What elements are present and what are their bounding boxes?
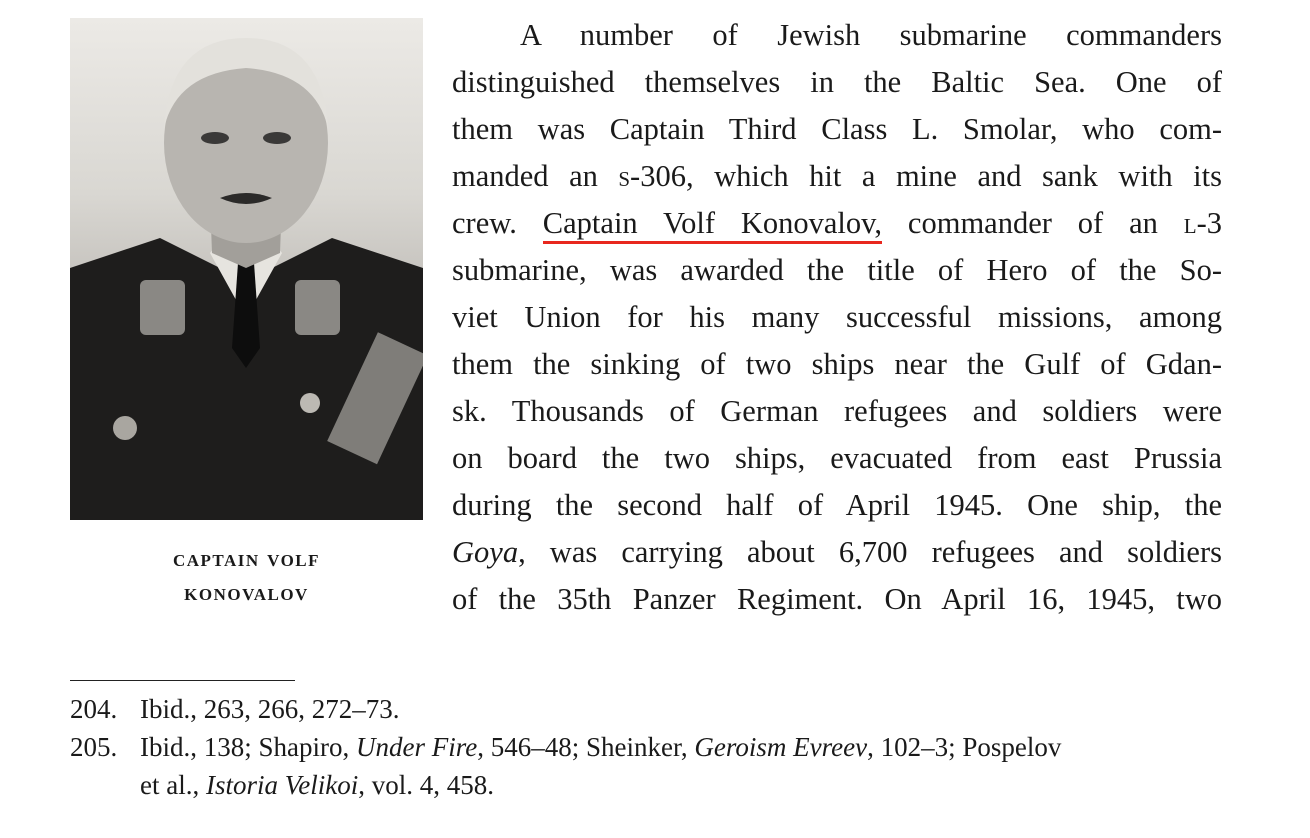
text-segment: , 102–3; Pospelov [867,732,1062,762]
cited-title: Under Fire [356,732,478,762]
text-line: them the sinking of two ships near the Gulf of Gdan- [452,347,1222,381]
text-segment: commander of an [882,206,1184,240]
footnote-text: Ibid., 263, 266, 272–73. [140,694,400,724]
cited-title: Geroism Evreev [694,732,868,762]
text-segment: crew. [452,206,543,240]
text-segment: , which hit a mine and sank with its [685,159,1222,193]
footnote-divider [70,680,295,681]
footnote-text [140,728,1230,804]
text-line: A number of Jewish submarine commanders [520,18,1222,52]
text-line: viet Union for his many successful missions, among [452,300,1222,334]
caption-line-1: captain volf [172,546,321,572]
text-segment: , vol. 4, 458. [358,770,494,800]
footnote-number: 204. [70,694,118,724]
text-segment: manded an [452,159,619,193]
text-segment: et al., [140,770,206,800]
text-line: on board the two ships, evacuated from east Prussia [452,441,1222,475]
portrait-illustration [70,18,423,520]
text-segment: , 546–48; Sheinker, [477,732,695,762]
footnotes [70,690,1230,804]
ship-name: Goya [452,535,519,569]
portrait-photo [70,18,423,520]
underlined-name: Captain Volf Konovalov, [543,206,882,244]
text-line: them was Captain Third Class L. Smolar, who com- [452,112,1222,146]
submarine-designation: l-3 [1183,206,1222,240]
body-paragraph [452,12,1222,623]
cited-title: Istoria Velikoi [205,770,359,800]
text-line: sk. Thousands of German refugees and soldiers were [452,394,1222,428]
text-segment: , was carrying about 6,700 refugees and soldiers [518,535,1222,569]
text-line: submarine, was awarded the title of Hero of the So- [452,253,1222,287]
text-line [452,200,1222,247]
text-line: during the second half of April 1945. One ship, the [452,488,1222,522]
footnote-number: 205. [70,732,118,762]
text-line: distinguished themselves in the Baltic Sea. One of [452,65,1222,99]
text-line [452,153,1222,200]
figure-caption [70,542,423,610]
text-line [452,529,1222,576]
text-line: of the 35th Panzer Regiment. On April 16, 1945, two [452,582,1222,616]
caption-line-2: konovalov [184,580,309,606]
submarine-designation: s-306 [618,159,686,193]
footnote-204 [70,690,1230,728]
text-segment: Ibid., 138; Shapiro, [140,732,356,762]
footnote-205 [70,728,1230,804]
